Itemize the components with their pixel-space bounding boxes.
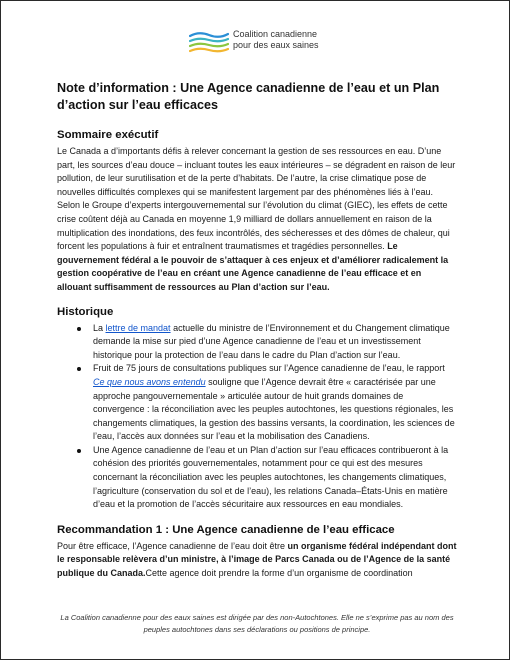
bullet-icon — [77, 327, 81, 331]
footer-note: La Coalition canadienne pour des eaux saines est dirigée par des non-Autochtones. Elle ne s’exprime pas au nom des peuples autochtones dans ses déclarations ou positions de principe. — [60, 613, 454, 634]
summary-heading: Sommaire exécutif — [57, 129, 159, 141]
recommendation-post: Cette agence doit prendre la forme d’un organisme de coordination — [145, 568, 413, 579]
report-link[interactable]: Ce que nous avons entendu — [93, 376, 206, 387]
history-item-text: Une Agence canadienne de l’eau et un Plan d’action sur l’eau efficaces contribueront à la cohésion des priorités gouvernementales, notamment pour ce qui est des mesures concernant la réconciliation avec les peuples autochtones, les changements climatiques, l’agriculture (conservation du sol et de l’eau), les relations Canada–États-Unis en matière d’eau et la promotion de l’accès sécuritaire aux ressources en eau mondiales. — [93, 444, 449, 510]
history-item — [57, 444, 457, 512]
bullet-icon — [77, 449, 81, 453]
history-item — [57, 362, 457, 444]
logo-line-1: Coalition canadienne — [233, 29, 318, 39]
summary-text: Le Canada a d’importants défis à relever concernant la gestion de ses ressources en eau. D’une part, les sources d’eau douce – incluant toutes les eaux intérieures – se dégradent en raison de leur pollution, de leur surutilisation et de la perte d’habitats. De l’autre, la crise climatique pose de nouvelles difficultés complexes qui se manifestent largement par des phénomènes liés à l’eau. Selon le Groupe d’experts intergouvernemental sur l’évolution du climat (GIEC), les effets de cette crise coûtent déjà au Canada en moyenne 1,9 milliard de dollars annuellement en raison de la multiplication des inondations, des feux incontrôlés, des sécheresses et des dômes de chaleur, qui forcent les populations à fuir et entraînent traumatismes et tragédies personnelles. — [57, 146, 456, 252]
summary-paragraph — [57, 145, 457, 295]
recommendation-pre: Pour être efficace, l’Agence canadienne de l’eau doit être — [57, 540, 288, 551]
history-item — [57, 322, 457, 363]
history-item-post: souligne que l’Agence devrait être « caractérisée par une approche pangouvernementale » articulée autour de huit grands domaines de convergence : la réconciliation avec les peuples autochtones, les questions régionales, les changements climatiques, la gestion des bassins versants, la coordination, les sciences de l’eau, l’accès aux données sur l’eau et la mobilisation des Canadiens. — [93, 376, 455, 442]
logo-line-2: pour des eaux saines — [233, 39, 319, 50]
history-heading: Historique — [57, 305, 114, 318]
water-waves-icon — [189, 31, 229, 53]
bullet-icon — [77, 367, 81, 371]
summary-bold-text: Le gouvernement fédéral a le pouvoir de s’attaquer à ces enjeux et d’améliorer radicalement la gestion coopérative de l’eau en créant une Agence canadienne de l’eau efficace et en allouant suffisamment de ressources au Plan d’action sur l’eau. — [57, 241, 449, 292]
recommendation-bold: un organisme fédéral indépendant dont le responsable relèvera d’un ministre, à l’image de Parcs Canada ou de l’Agence de la santé publique du Canada. — [57, 540, 457, 579]
recommendation-heading: Recommandation 1 : Une Agence canadienne de l’eau efficace — [57, 523, 395, 536]
history-list — [57, 322, 457, 512]
history-item-pre: La — [93, 322, 106, 333]
history-item-pre: Fruit de 75 jours de consultations publiques sur l’Agence canadienne de l’eau, le rapport — [93, 363, 445, 374]
coalition-logo — [189, 29, 339, 57]
history-item-post: actuelle du ministre de l’Environnement et du Changement climatique demande la mise sur pied d’une Agence canadienne de l’eau et un investissement historique pour la protection de l’eau dans le cadre du Plan d’action sur l’eau. — [93, 322, 450, 360]
document-content — [57, 80, 457, 581]
document-title: Note d’information : Une Agence canadienne de l’eau et un Plan d’action sur l’eau efficaces — [57, 81, 440, 112]
logo-name — [233, 29, 319, 50]
recommendation-paragraph — [57, 540, 457, 581]
mandate-letter-link[interactable]: lettre de mandat — [105, 322, 171, 333]
